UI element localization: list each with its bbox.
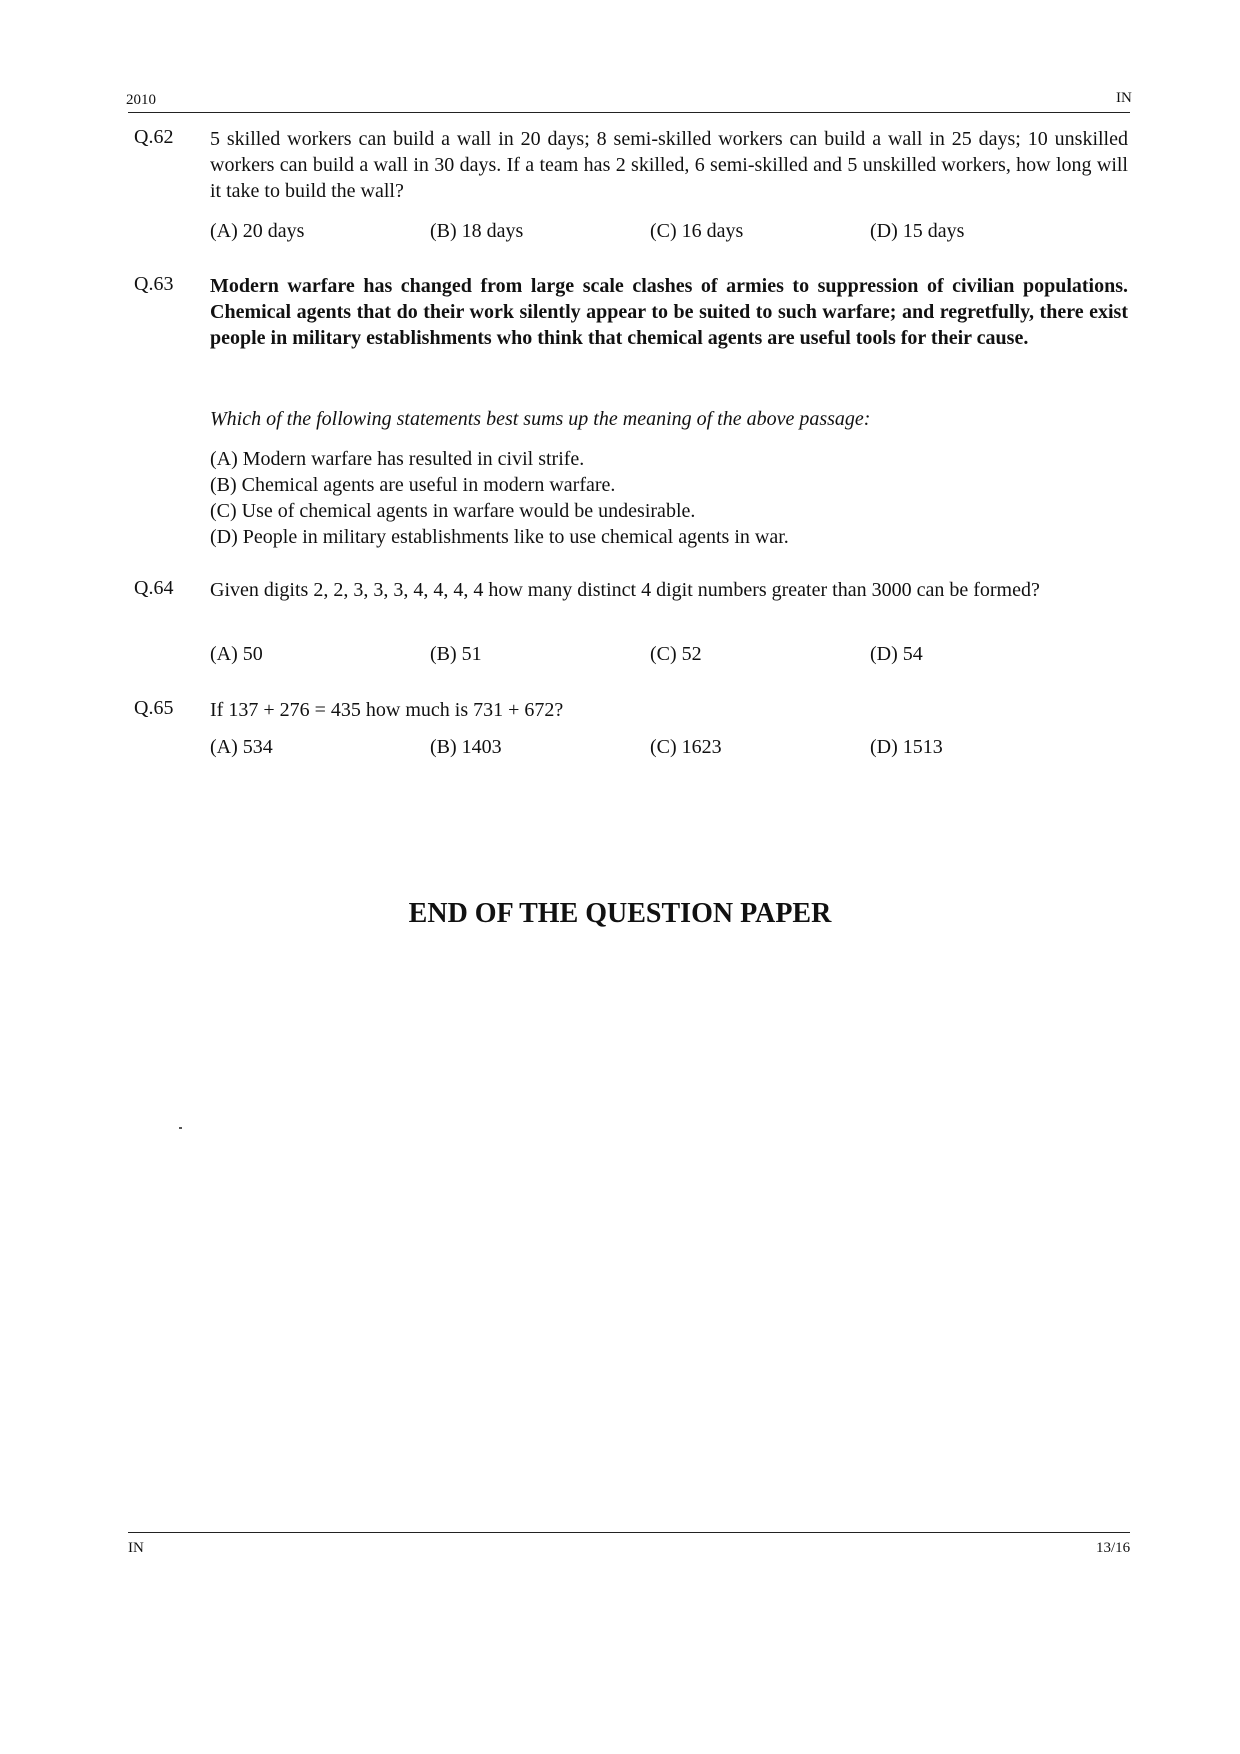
option-a: (A) 50 [210, 643, 263, 665]
option-c: (C) 1623 [650, 736, 722, 758]
end-of-paper-title: END OF THE QUESTION PAPER [408, 898, 832, 929]
question-passage: Modern warfare has changed from large scale clashes of armies to suppression of civilian populations. Chemical agents that do their work silently appear to be suited to such warfare; and regretfully, there exist people in military establishments who think that chemical agents are useful tools for their cause. [210, 275, 1128, 349]
option-d: (D) People in military establishments like to use chemical agents in war. [210, 526, 789, 548]
question-number: Q.65 [134, 697, 174, 719]
question-number: Q.64 [134, 577, 174, 599]
footer-page-number: 13/16 [1096, 1540, 1131, 1556]
option-a: (A) 20 days [210, 220, 305, 242]
option-c: (C) 52 [650, 643, 702, 665]
footer-paper-code: IN [128, 1540, 144, 1556]
option-d: (D) 54 [870, 643, 923, 665]
option-a: (A) 534 [210, 736, 273, 758]
question-number: Q.63 [134, 273, 174, 295]
option-c: (C) 16 days [650, 220, 744, 242]
option-b: (B) 1403 [430, 736, 502, 758]
option-d: (D) 1513 [870, 736, 943, 758]
question-number: Q.62 [134, 126, 174, 148]
option-d: (D) 15 days [870, 220, 965, 242]
option-b: (B) 18 days [430, 220, 524, 242]
question-text: 5 skilled workers can build a wall in 20 days; 8 semi-skilled workers can build a wall in 25 days; 10 unskilled workers can build a wall in 30 days. If a team has 2 skilled, 6 semi-skilled and 5 unskilled workers, how long will it take to build the wall? [210, 128, 1128, 202]
header-year: 2010 [126, 92, 156, 108]
scan-speck [179, 1127, 182, 1129]
header-rule [128, 112, 1130, 113]
question-prompt: Which of the following statements best sums up the meaning of the above passage: [210, 408, 871, 430]
footer-rule [128, 1532, 1130, 1533]
option-b: (B) 51 [430, 643, 482, 665]
option-a: (A) Modern warfare has resulted in civil strife. [210, 448, 585, 470]
question-text: Given digits 2, 2, 3, 3, 3, 4, 4, 4, 4 how many distinct 4 digit numbers greater than 3000 can be formed? [210, 579, 1040, 601]
question-text: If 137 + 276 = 435 how much is 731 + 672? [210, 699, 564, 721]
header-paper-code: IN [1116, 90, 1132, 106]
option-b: (B) Chemical agents are useful in modern warfare. [210, 474, 616, 496]
option-c: (C) Use of chemical agents in warfare would be undesirable. [210, 500, 696, 522]
